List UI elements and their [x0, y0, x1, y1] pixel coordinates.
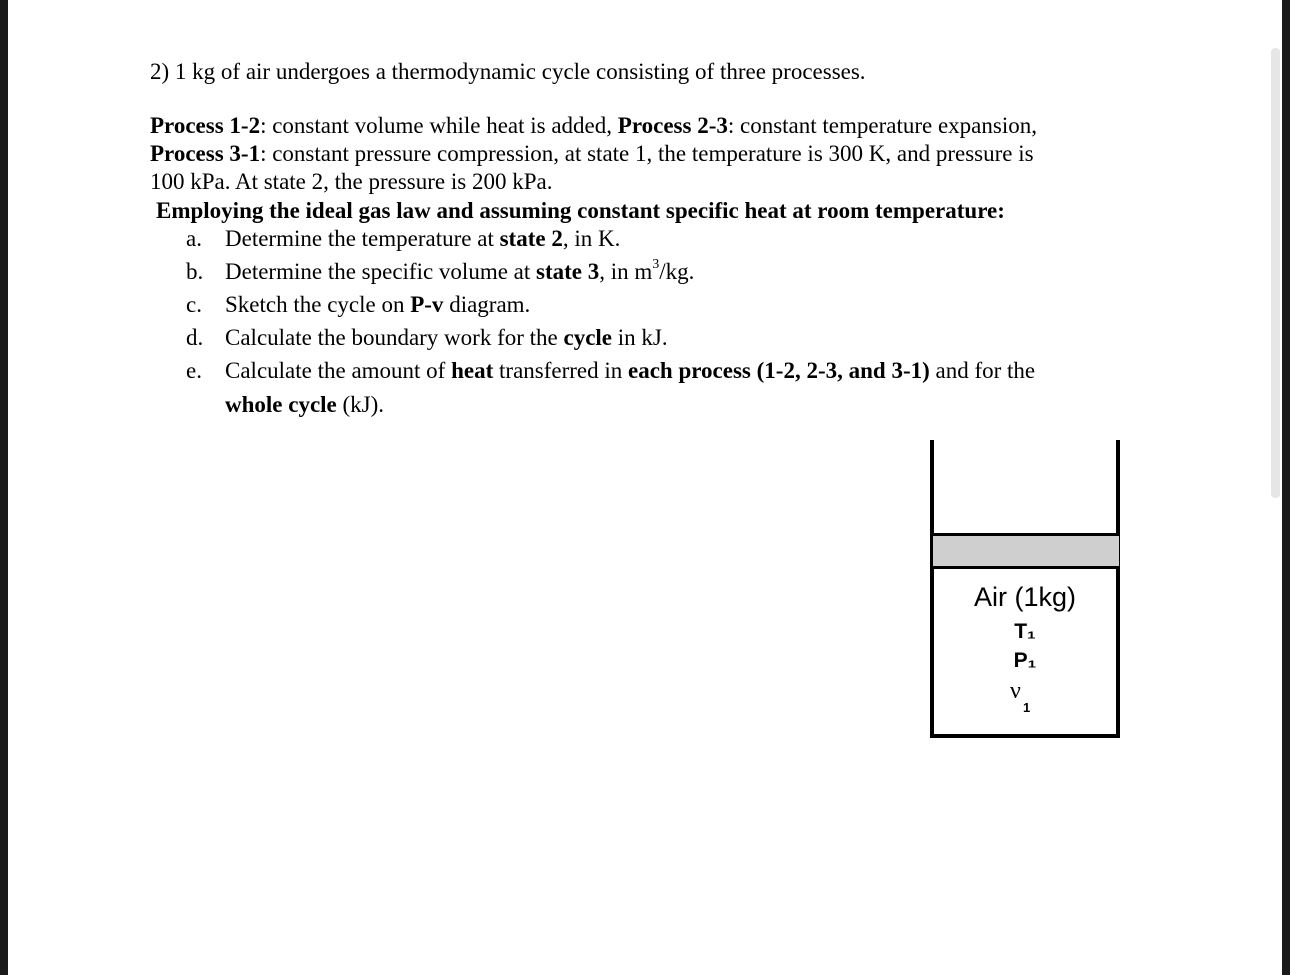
temperature-label: T₁: [1014, 620, 1036, 643]
vertical-scrollbar[interactable]: [1271, 48, 1280, 498]
list-item-e-continued: whole cycle (kJ).: [225, 392, 385, 417]
item-text: Calculate the amount of heat transferred in each process (1-2, 2-3, and 3-1) and for the: [225, 358, 1036, 383]
problem-intro: 2) 1 kg of air undergoes a thermodynamic cycle consisting of three processes.: [150, 59, 866, 84]
specific-volume-symbol: ν: [1010, 678, 1021, 704]
process12-text: : constant volume while heat is added,: [260, 113, 618, 138]
item-label: c.: [186, 292, 202, 317]
gas-label: Air (1kg): [973, 582, 1076, 612]
process31-label: Process 3-1: [150, 141, 261, 166]
process-line-3: 100 kPa. At state 2, the pressure is 200 kPa.: [150, 169, 553, 194]
item-label: e.: [186, 358, 202, 383]
process-line-1: [150, 112, 1037, 140]
cylinder-right-wall: [1116, 440, 1120, 738]
item-text: Determine the specific volume at state 3, in $m^3/kg$.: [225, 257, 695, 284]
process31-text: : constant pressure compression, at state 1, the temperature is 300 K, and pressure is: [260, 141, 1034, 166]
process23-text: : constant temperature expansion,: [727, 113, 1037, 138]
employing-heading: Employing the ideal gas law and assuming constant specific heat at room temperature:: [156, 198, 1005, 223]
item-text: Determine the temperature at state 2, in K.: [225, 226, 621, 251]
pressure-label: P₁: [1013, 649, 1037, 672]
piston: [933, 533, 1119, 569]
specific-volume-subscript: 1: [1023, 700, 1031, 715]
item-label: b.: [186, 259, 204, 284]
item-text: Sketch the cycle on P-v diagram.: [225, 292, 531, 317]
item-label: d.: [186, 325, 204, 350]
process12-label: Process 1-2: [150, 113, 261, 138]
item-label: a.: [186, 226, 202, 251]
cylinder-bottom: [930, 734, 1120, 738]
process23-label: Process 2-3: [617, 113, 728, 138]
item-text: Calculate the boundary work for the cycle in kJ.: [225, 325, 668, 350]
process-line-2: [150, 140, 1034, 168]
